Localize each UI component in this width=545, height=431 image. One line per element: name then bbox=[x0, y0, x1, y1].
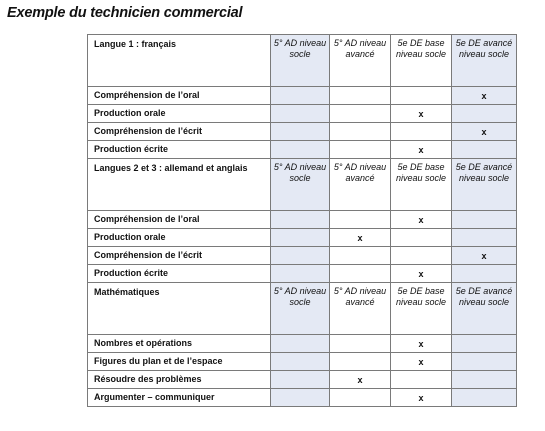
table-row bbox=[88, 105, 517, 123]
level-mark-cell bbox=[271, 141, 330, 159]
level-mark-cell bbox=[271, 335, 330, 353]
level-column-header: 5e DE avancé niveau socle bbox=[452, 159, 517, 211]
level-column-header: 5e DE avancé niveau socle bbox=[452, 283, 517, 335]
level-mark-cell bbox=[271, 211, 330, 229]
table-row bbox=[88, 389, 517, 407]
level-mark-cell bbox=[330, 123, 391, 141]
level-mark-cell bbox=[452, 265, 517, 283]
level-mark-cell bbox=[452, 229, 517, 247]
level-column-header: 5e DE base niveau socle bbox=[391, 159, 452, 211]
level-column-header: 5° AD niveau avancé bbox=[330, 159, 391, 211]
skills-table-body bbox=[88, 35, 517, 407]
level-column-header: 5° AD niveau avancé bbox=[330, 283, 391, 335]
table-row bbox=[88, 247, 517, 265]
level-column-header: 5° AD niveau socle bbox=[271, 283, 330, 335]
table-row bbox=[88, 141, 517, 159]
level-mark-cell: x bbox=[330, 371, 391, 389]
skill-label: Production écrite bbox=[88, 265, 271, 283]
table-row bbox=[88, 371, 517, 389]
level-mark-cell bbox=[452, 211, 517, 229]
level-mark-cell: x bbox=[391, 265, 452, 283]
section-header-row bbox=[88, 283, 517, 335]
skill-label: Compréhension de l’oral bbox=[88, 211, 271, 229]
level-mark-cell: x bbox=[391, 389, 452, 407]
skill-label: Compréhension de l’oral bbox=[88, 87, 271, 105]
table-row bbox=[88, 229, 517, 247]
level-mark-cell bbox=[271, 265, 330, 283]
table-row bbox=[88, 265, 517, 283]
table-row bbox=[88, 353, 517, 371]
level-column-header: 5e DE base niveau socle bbox=[391, 35, 452, 87]
level-mark-cell bbox=[452, 371, 517, 389]
level-mark-cell bbox=[271, 247, 330, 265]
section-label: Langues 2 et 3 : allemand et anglais bbox=[88, 159, 271, 211]
table-row bbox=[88, 335, 517, 353]
level-column-header: 5° AD niveau avancé bbox=[330, 35, 391, 87]
skill-label: Figures du plan et de l’espace bbox=[88, 353, 271, 371]
level-mark-cell bbox=[271, 389, 330, 407]
section-label: Mathématiques bbox=[88, 283, 271, 335]
level-mark-cell bbox=[271, 87, 330, 105]
level-mark-cell bbox=[330, 265, 391, 283]
level-mark-cell bbox=[452, 105, 517, 123]
table-row bbox=[88, 123, 517, 141]
level-column-header: 5e DE base niveau socle bbox=[391, 283, 452, 335]
level-column-header: 5° AD niveau socle bbox=[271, 35, 330, 87]
level-mark-cell bbox=[330, 335, 391, 353]
skill-label: Production écrite bbox=[88, 141, 271, 159]
level-mark-cell bbox=[271, 371, 330, 389]
level-mark-cell bbox=[452, 389, 517, 407]
level-mark-cell: x bbox=[330, 229, 391, 247]
level-mark-cell: x bbox=[452, 247, 517, 265]
level-column-header: 5° AD niveau socle bbox=[271, 159, 330, 211]
section-label: Langue 1 : français bbox=[88, 35, 271, 87]
level-mark-cell bbox=[452, 141, 517, 159]
level-mark-cell bbox=[391, 123, 452, 141]
level-mark-cell: x bbox=[391, 335, 452, 353]
skill-label: Résoudre des problèmes bbox=[88, 371, 271, 389]
level-mark-cell bbox=[330, 353, 391, 371]
level-mark-cell bbox=[330, 87, 391, 105]
level-mark-cell: x bbox=[452, 87, 517, 105]
level-mark-cell bbox=[391, 371, 452, 389]
skill-label: Production orale bbox=[88, 105, 271, 123]
level-mark-cell: x bbox=[391, 211, 452, 229]
table-row bbox=[88, 87, 517, 105]
level-mark-cell bbox=[330, 141, 391, 159]
level-mark-cell: x bbox=[391, 141, 452, 159]
level-mark-cell bbox=[330, 389, 391, 407]
skill-label: Compréhension de l’écrit bbox=[88, 123, 271, 141]
level-mark-cell bbox=[391, 229, 452, 247]
level-mark-cell: x bbox=[452, 123, 517, 141]
level-column-header: 5e DE avancé niveau socle bbox=[452, 35, 517, 87]
level-mark-cell bbox=[452, 335, 517, 353]
level-mark-cell bbox=[330, 105, 391, 123]
level-mark-cell bbox=[271, 353, 330, 371]
skill-label: Argumenter – communiquer bbox=[88, 389, 271, 407]
level-mark-cell bbox=[271, 123, 330, 141]
level-mark-cell bbox=[391, 87, 452, 105]
skill-label: Production orale bbox=[88, 229, 271, 247]
table-row bbox=[88, 211, 517, 229]
skill-label: Nombres et opérations bbox=[88, 335, 271, 353]
document-title: Exemple du technicien commercial bbox=[7, 5, 243, 21]
level-mark-cell bbox=[330, 247, 391, 265]
level-mark-cell bbox=[391, 247, 452, 265]
level-mark-cell bbox=[271, 105, 330, 123]
section-header-row bbox=[88, 159, 517, 211]
level-mark-cell: x bbox=[391, 105, 452, 123]
section-header-row bbox=[88, 35, 517, 87]
skill-label: Compréhension de l’écrit bbox=[88, 247, 271, 265]
skills-table bbox=[87, 34, 517, 407]
level-mark-cell bbox=[330, 211, 391, 229]
level-mark-cell bbox=[452, 353, 517, 371]
level-mark-cell bbox=[271, 229, 330, 247]
level-mark-cell: x bbox=[391, 353, 452, 371]
